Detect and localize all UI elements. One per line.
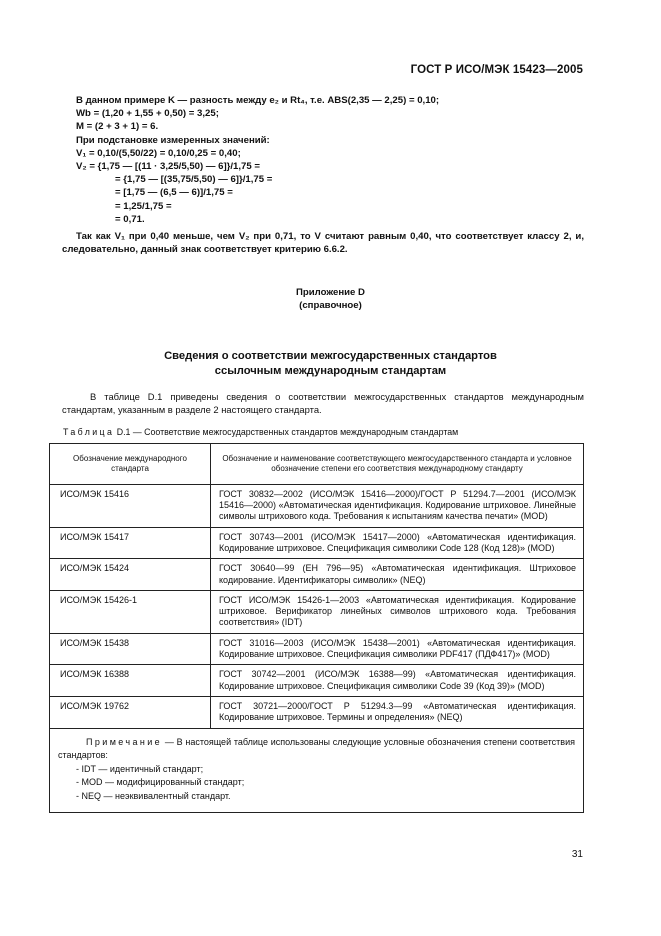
col2-header: Обозначение и наименование соответствующего межгосударственного стандарта и условное обозначение степени его соответствия международному стандарту bbox=[211, 444, 584, 485]
interstate-standard: ГОСТ 30721—2000/ГОСТ Р 51294.3—99 «Автоматическая идентификация. Кодирование штриховое. Термины и определения» (NEQ) bbox=[211, 696, 584, 728]
calc-line-indented: = [1,75 — (6,5 — 6)]/1,75 = bbox=[115, 187, 233, 199]
interstate-standard: ГОСТ 30640—99 (ЕН 796—95) «Автоматическая идентификация. Штриховое кодирование. Идентификаторы символик» (NEQ) bbox=[211, 559, 584, 591]
intl-standard: ИСО/МЭК 16388 bbox=[50, 665, 211, 697]
table-note-row bbox=[50, 728, 584, 812]
intl-standard: ИСО/МЭК 15438 bbox=[50, 633, 211, 665]
annex-kind: (справочное) bbox=[299, 300, 362, 311]
annex-title-line1: Сведения о соответствии межгосударственных стандартов bbox=[164, 350, 497, 362]
page-number: 31 bbox=[571, 849, 583, 860]
interstate-standard: ГОСТ 30742—2001 (ИСО/МЭК 16388—99) «Автоматическая идентификация. Кодирование штриховое. Спецификация символики Code 39 (Код 39)» (MOD) bbox=[211, 665, 584, 697]
annex-title bbox=[0, 349, 661, 378]
calculation-block bbox=[76, 94, 588, 226]
table-header-row bbox=[50, 444, 584, 485]
table-caption-prefix: Таблица bbox=[63, 427, 115, 437]
calc-line: V₁ = 0,10/(5,50/22) = 0,10/0,25 = 0,40; bbox=[76, 147, 241, 159]
interstate-standard: ГОСТ 31016—2003 (ИСО/МЭК 15438—2001) «Автоматическая идентификация. Кодирование штриховое. Спецификация символики PDF417 (ПДФ417)» (MOD) bbox=[211, 633, 584, 665]
calc-line-indented: = 0,71. bbox=[115, 213, 145, 225]
table-row bbox=[50, 590, 584, 633]
annex-intro: В таблице D.1 приведены сведения о соответствии межгосударственных стандартов международным стандартам, указанным в разделе 2 настоящего стандарта. bbox=[62, 391, 584, 416]
col1-header: Обозначение международного стандарта bbox=[50, 444, 211, 485]
table-row bbox=[50, 559, 584, 591]
calc-conclusion: Так как V₁ при 0,40 меньше, чем V₂ при 0,71, то V считают равным 0,40, что соответствует классу 2, и, следовательно, данный знак соответствует критерию 6.6.2. bbox=[62, 231, 584, 256]
interstate-standard: ГОСТ 30743—2001 (ИСО/МЭК 15417—2000) «Автоматическая идентификация. Кодирование штриховое. Спецификация символики Code 128 (Код 128)» (MOD) bbox=[211, 527, 584, 559]
correspondence-table bbox=[49, 443, 584, 813]
table-row bbox=[50, 696, 584, 728]
note-label: Примечание bbox=[86, 736, 163, 747]
interstate-standard: ГОСТ ИСО/МЭК 15426-1—2003 «Автоматическая идентификация. Кодирование штриховое. Верификатор линейных символов штрихового кода. Требования соответствия» (IDT) bbox=[211, 590, 584, 633]
note-text bbox=[58, 736, 575, 763]
note-item: - NEQ — неэквивалентный стандарт. bbox=[76, 790, 231, 801]
intl-standard: ИСО/МЭК 19762 bbox=[50, 696, 211, 728]
interstate-standard: ГОСТ 30832—2002 (ИСО/МЭК 15416—2000)/ГОСТ Р 51294.7—2001 (ИСО/МЭК 15416—2000) «Автоматическая идентификация. Кодирование штриховое. Линейные символы штрихового кода. Требования к испытаниям качества печати» (MOD) bbox=[211, 484, 584, 527]
running-header: ГОСТ Р ИСО/МЭК 15423—2005 bbox=[410, 64, 583, 76]
table-row bbox=[50, 633, 584, 665]
note-item: - IDT — идентичный стандарт; bbox=[76, 763, 204, 774]
calc-line: При подстановке измеренных значений: bbox=[76, 134, 270, 146]
calc-line: M = (2 + 3 + 1) = 6. bbox=[76, 121, 159, 133]
intl-standard: ИСО/МЭК 15416 bbox=[50, 484, 211, 527]
annex-heading bbox=[0, 286, 661, 312]
table-caption bbox=[63, 427, 458, 437]
intl-standard: ИСО/МЭК 15424 bbox=[50, 559, 211, 591]
table-row bbox=[50, 665, 584, 697]
calc-line-indented: = 1,25/1,75 = bbox=[115, 200, 172, 212]
table-row bbox=[50, 527, 584, 559]
annex-name: Приложение D bbox=[296, 287, 365, 298]
note-item: - MOD — модифицированный стандарт; bbox=[76, 777, 245, 788]
calc-line: Wb = (1,20 + 1,55 + 0,50) = 3,25; bbox=[76, 108, 219, 120]
calc-line: V₂ = {1,75 — [(11 · 3,25/5,50) — 6]}/1,75 = bbox=[76, 161, 260, 173]
table-row bbox=[50, 484, 584, 527]
note-body: — В настоящей таблице использованы следующие условные обозначения степени соответствия стандартов: bbox=[58, 736, 575, 761]
annex-title-line2: ссылочным международным стандартам bbox=[214, 364, 447, 377]
calc-line-indented: = {1,75 — [(35,75/5,50) — 6]}/1,75 = bbox=[115, 174, 273, 186]
table-note bbox=[50, 728, 584, 812]
table-caption-text: D.1 — Соответствие межгосударственных стандартов международным стандартам bbox=[116, 427, 459, 437]
intl-standard: ИСО/МЭК 15417 bbox=[50, 527, 211, 559]
intl-standard: ИСО/МЭК 15426-1 bbox=[50, 590, 211, 633]
calc-line: В данном примере K — разность между e₂ и Rt₄, т.е. ABS(2,35 — 2,25) = 0,10; bbox=[76, 95, 440, 106]
